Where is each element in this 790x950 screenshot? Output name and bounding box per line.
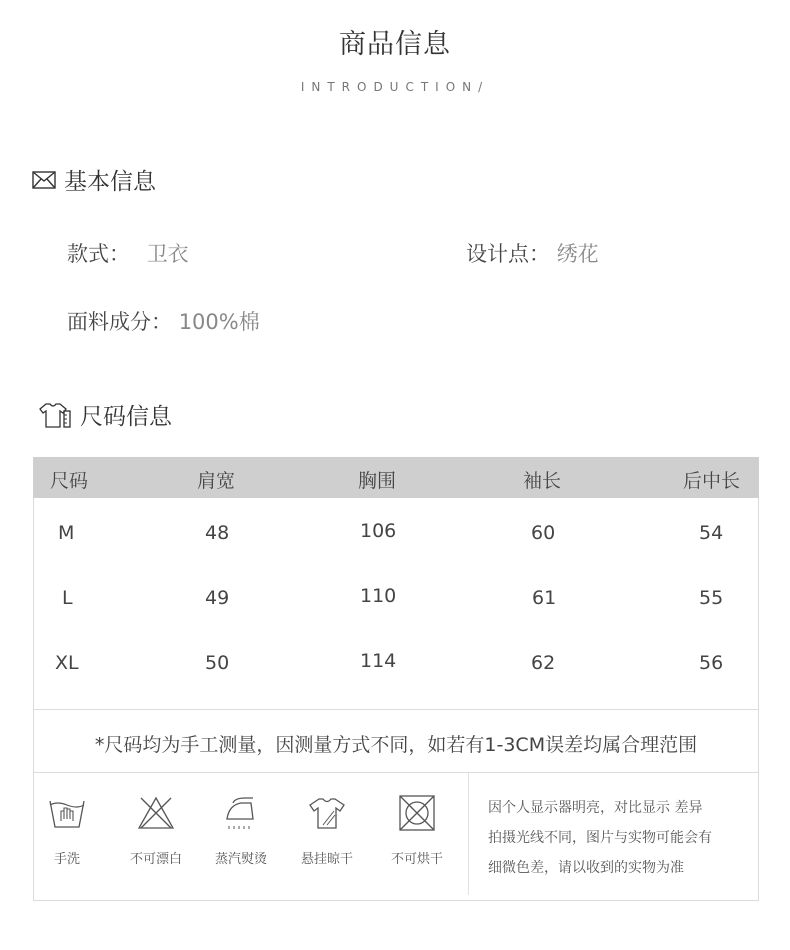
column-header-shoulder: 肩宽	[197, 470, 236, 492]
care-item-hang-dry	[292, 795, 362, 835]
color-disclaimer	[488, 793, 753, 883]
table-cell-sleeve: 60	[531, 522, 556, 544]
care-item-no-tumble-dry	[382, 795, 452, 835]
design-label: 设计点：	[466, 242, 550, 266]
style-label: 款式：	[67, 242, 130, 266]
style-value: 卫衣	[146, 242, 189, 266]
care-item-no-bleach	[121, 795, 191, 835]
size-note: *尺码均为手工测量，因测量方式不同，如若有1-3CM误差均属合理范围	[94, 734, 698, 756]
fabric-value: 100%棉	[178, 310, 260, 334]
column-header-chest: 胸围	[358, 470, 397, 492]
care-label-steam-iron: 蒸汽熨烫	[214, 852, 267, 867]
size-info-title: 尺码信息	[80, 404, 172, 430]
no-bleach-icon	[136, 795, 176, 831]
hang-dry-icon	[307, 795, 347, 831]
table-cell-back-length: 55	[699, 587, 724, 609]
shirt-ruler-icon	[38, 401, 72, 429]
table-cell-back-length: 54	[699, 522, 724, 544]
fabric-row	[67, 306, 260, 336]
care-label-hand-wash: 手洗	[53, 852, 80, 867]
table-cell-shoulder: 50	[205, 652, 230, 674]
table-cell-size: XL	[55, 652, 79, 674]
disclaimer-line: 因个人显示器明亮，对比显示 差异	[488, 800, 703, 816]
divider	[468, 773, 469, 895]
care-item-hand-wash	[32, 795, 102, 835]
care-label-hang-dry: 悬挂晾干	[300, 852, 353, 867]
style-row	[67, 238, 189, 268]
table-cell-shoulder: 49	[205, 587, 230, 609]
table-cell-chest: 110	[360, 585, 397, 607]
steam-iron-icon	[221, 795, 261, 831]
table-cell-size: M	[58, 522, 75, 544]
hand-wash-icon	[47, 795, 87, 831]
basic-info-title: 基本信息	[64, 169, 156, 195]
size-info-heading	[38, 398, 172, 431]
design-value: 绣花	[556, 242, 599, 266]
page-title: 商品信息	[339, 29, 451, 60]
table-cell-sleeve: 62	[531, 652, 556, 674]
disclaimer-line: 拍摄光线不同，图片与实物可能会有	[488, 830, 712, 846]
care-item-steam-iron	[206, 795, 276, 835]
table-cell-sleeve: 61	[532, 587, 557, 609]
care-label-no-bleach: 不可漂白	[129, 852, 182, 867]
divider	[33, 772, 759, 773]
divider	[33, 709, 759, 710]
page-subtitle: INTRODUCTION/	[300, 80, 490, 94]
column-header-back-length: 后中长	[683, 470, 741, 492]
disclaimer-line: 细微色差，请以收到的实物为准	[488, 860, 684, 876]
basic-info-heading	[32, 163, 156, 196]
table-cell-chest: 114	[360, 650, 397, 672]
envelope-icon	[32, 171, 56, 189]
table-cell-chest: 106	[360, 520, 397, 542]
no-tumble-dry-icon	[397, 795, 437, 831]
design-row	[466, 238, 599, 268]
fabric-label: 面料成分：	[67, 310, 172, 334]
column-header-size: 尺码	[50, 470, 89, 492]
care-label-no-tumble-dry: 不可烘干	[390, 852, 443, 867]
table-cell-size: L	[62, 587, 73, 609]
table-cell-shoulder: 48	[205, 522, 230, 544]
table-cell-back-length: 56	[699, 652, 724, 674]
column-header-sleeve: 袖长	[523, 470, 562, 492]
